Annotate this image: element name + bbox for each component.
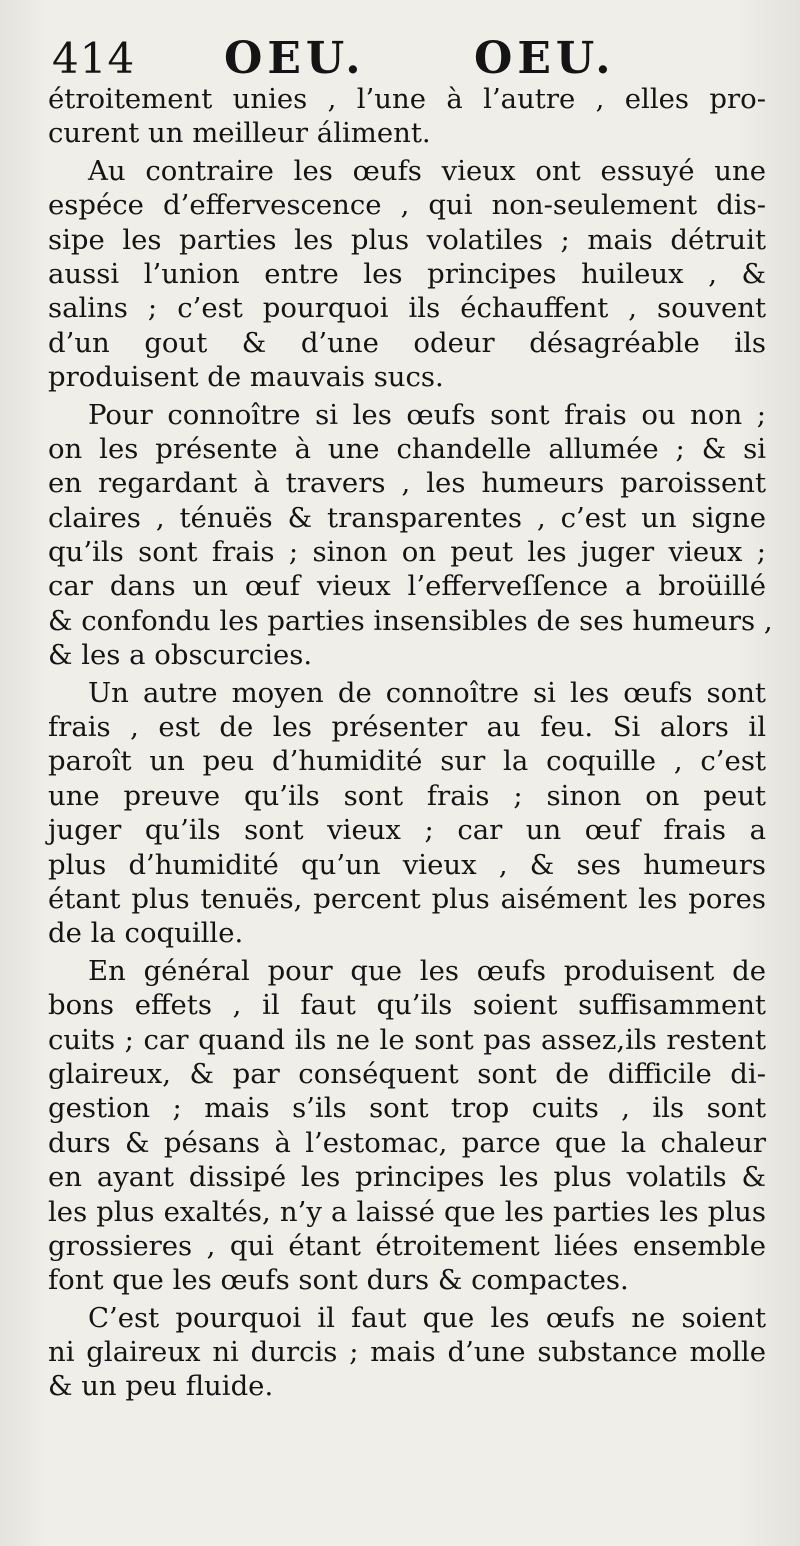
text-line: Au contraire les œufs vieux ont essuyé une (88, 154, 766, 187)
text-line: En général pour que les œufs produisent de (88, 954, 766, 987)
text-line: curent un meilleur áliment. (48, 117, 431, 150)
text-line: claires , ténuës & transparentes , c’est un signe (48, 501, 766, 534)
paragraph (48, 1301, 766, 1404)
text-line: paroît un peu d’humidité sur la coquille , c’est (48, 745, 766, 778)
text-line: les plus exaltés, n’y a laissé que les parties les plus (48, 1195, 766, 1228)
text-line: espéce d’effervescence , qui non-seulement dis- (48, 189, 766, 222)
body-text (48, 82, 773, 1407)
text-line: de la coquille. (48, 917, 244, 950)
text-line: C’est pourquoi il faut que les œufs ne soient (88, 1301, 766, 1334)
text-line: plus d’humidité qu’un vieux , & ses humeurs (48, 848, 766, 881)
text-line: qu’ils sont frais ; sinon on peut les juger vieux ; (48, 536, 766, 569)
text-line: étant plus tenuës, percent plus aisément les pores (48, 882, 766, 915)
paragraph (48, 154, 766, 395)
text-line: cuits ; car quand ils ne le sont pas assez,ils restent (48, 1023, 766, 1056)
text-line: Pour connoître si les œufs sont frais ou non ; (88, 398, 766, 431)
text-line: produisent de mauvais sucs. (48, 361, 444, 394)
running-head-right: OEU. (474, 33, 616, 84)
text-line: on les présente à une chandelle allumée ; & si (48, 432, 766, 465)
text-line: en ayant dissipé les principes les plus volatils & (48, 1161, 766, 1194)
text-line: aussi l’union entre les principes huileux , & (48, 257, 766, 290)
text-line: ni glaireux ni durcis ; mais d’une substance molle (48, 1336, 766, 1369)
text-line: étroitement unies , l’une à l’autre , elles pro- (48, 83, 766, 115)
text-line: gestion ; mais s’ils sont trop cuits , ils sont (48, 1092, 766, 1125)
text-line: juger qu’ils sont vieux ; car un œuf frais a (48, 814, 766, 847)
text-line: une preuve qu’ils sont frais ; sinon on peut (48, 779, 766, 812)
text-line: grossieres , qui étant étroitement liées ensemble (48, 1229, 766, 1262)
paragraph (48, 676, 766, 951)
text-line: frais , est de les présenter au feu. Si alors il (48, 711, 766, 744)
text-line: & les a obscurcies. (48, 639, 313, 672)
paragraph (48, 398, 773, 673)
text-line: bons effets , il faut qu’ils soient suffisamment (48, 989, 766, 1022)
paragraph (48, 954, 766, 1298)
text-line: Un autre moyen de connoître si les œufs sont (88, 676, 766, 709)
text-line: salins ; c’est pourquoi ils échauffent , souvent (48, 292, 766, 325)
text-line: & confondu les parties insensibles de ses humeurs , (48, 604, 773, 637)
text-line: en regardant à travers , les humeurs paroissent (48, 467, 766, 500)
running-head-left: OEU. (224, 33, 366, 84)
text-line: d’un gout & d’une odeur désagréable ils (48, 326, 766, 359)
text-line: glaireux, & par conséquent sont de difficile di- (48, 1057, 766, 1090)
text-line: font que les œufs sont durs & compactes. (48, 1264, 629, 1297)
text-line: car dans un œuf vieux l’efferveſſence a broüillé (48, 570, 766, 603)
page-header (52, 30, 752, 88)
text-line: & un peu fluide. (48, 1370, 274, 1403)
paragraph (48, 82, 766, 151)
text-line: durs & pésans à l’estomac, parce que la chaleur (48, 1126, 766, 1159)
page-number: 414 (52, 34, 136, 83)
text-line: sipe les parties les plus volatiles ; mais détruit (48, 223, 766, 256)
